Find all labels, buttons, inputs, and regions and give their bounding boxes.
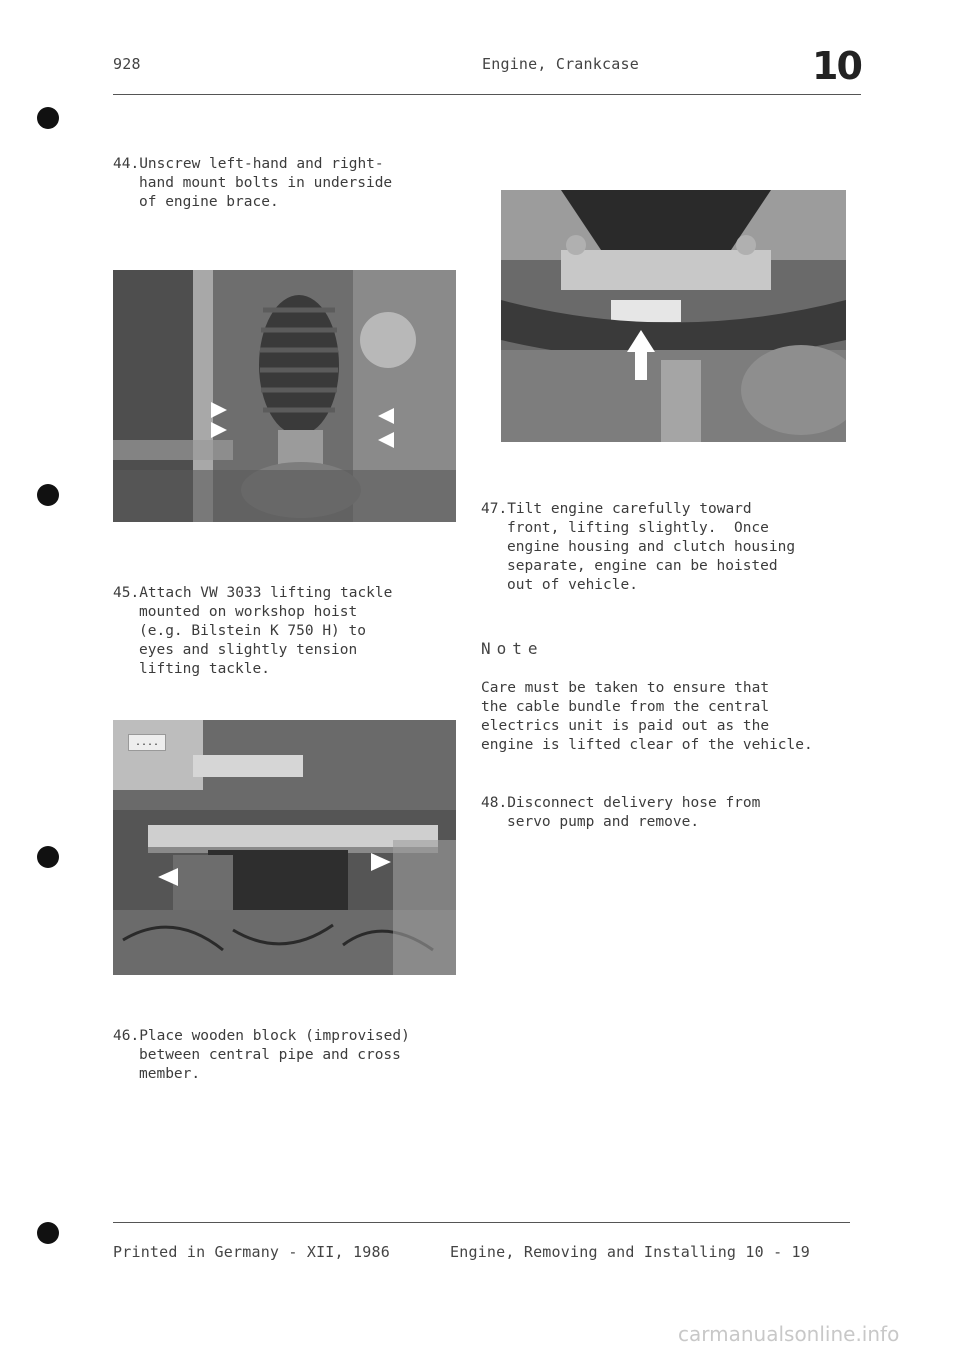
watermark-link[interactable]: carmanualsonline.info [678, 1322, 900, 1346]
model-number: 928 [113, 55, 141, 73]
step-line: front, lifting slightly. Once [507, 520, 769, 536]
step-44 [113, 155, 392, 212]
step-line: (e.g. Bilstein K 750 H) to [139, 623, 366, 639]
step-line: Attach VW 3033 lifting tackle [139, 585, 393, 601]
step-line: separate, engine can be hoisted [507, 558, 778, 574]
step-line: of engine brace. [139, 194, 279, 210]
arrow-right-icon [211, 422, 227, 438]
arrow-up-icon [627, 330, 655, 352]
section-number: 10 [812, 44, 861, 88]
step-line: Place wooden block (improvised) [139, 1028, 410, 1044]
step-number: 48. [481, 795, 508, 811]
note-text [481, 679, 813, 755]
step-line: servo pump and remove. [507, 814, 700, 830]
step-number: 44. [113, 156, 140, 172]
step-line: mounted on workshop hoist [139, 604, 358, 620]
note-line: engine is lifted clear of the vehicle. [481, 737, 813, 753]
note-line: electrics unit is paid out as the [481, 718, 770, 734]
tackle-gauge-label: .... [128, 734, 166, 751]
note-line: Care must be taken to ensure that [481, 680, 770, 696]
step-48 [481, 794, 760, 832]
step-line: engine housing and clutch housing [507, 539, 796, 555]
binder-hole [37, 107, 59, 129]
step-line: between central pipe and cross [139, 1047, 401, 1063]
arrow-left-icon [158, 868, 178, 886]
arrow-right-icon [211, 402, 227, 418]
arrow-right-icon [371, 853, 391, 871]
arrow-up-icon-shaft [635, 352, 647, 380]
step-number: 46. [113, 1028, 140, 1044]
step-line: out of vehicle. [507, 577, 638, 593]
step-line: hand mount bolts in underside [139, 175, 393, 191]
step-line: Disconnect delivery hose from [507, 795, 761, 811]
footer-rule [113, 1222, 850, 1223]
arrow-left-icon [378, 432, 394, 448]
step-47 [481, 500, 795, 595]
note-heading: Note [481, 639, 544, 658]
step-45 [113, 584, 392, 679]
step-46 [113, 1027, 410, 1084]
step-line: lifting tackle. [139, 661, 270, 677]
footer-printed: Printed in Germany - XII, 1986 [113, 1243, 390, 1261]
footer-chapter: Engine, Removing and Installing 10 - 19 [450, 1243, 810, 1261]
step-number: 45. [113, 585, 140, 601]
wooden-block-photo [501, 190, 846, 442]
step-line: Tilt engine carefully toward [507, 501, 752, 517]
step-line: eyes and slightly tension [139, 642, 358, 658]
step-number: 47. [481, 501, 508, 517]
binder-hole [37, 846, 59, 868]
arrow-left-icon [378, 408, 394, 424]
note-line: the cable bundle from the central [481, 699, 770, 715]
binder-hole [37, 1222, 59, 1244]
step-line: member. [139, 1066, 201, 1082]
page-title: Engine, Crankcase [482, 55, 639, 73]
header-rule [113, 94, 861, 95]
binder-hole [37, 484, 59, 506]
step-line: Unscrew left-hand and right- [139, 156, 384, 172]
engine-mount-photo [113, 270, 456, 522]
lifting-tackle-photo [113, 720, 456, 975]
